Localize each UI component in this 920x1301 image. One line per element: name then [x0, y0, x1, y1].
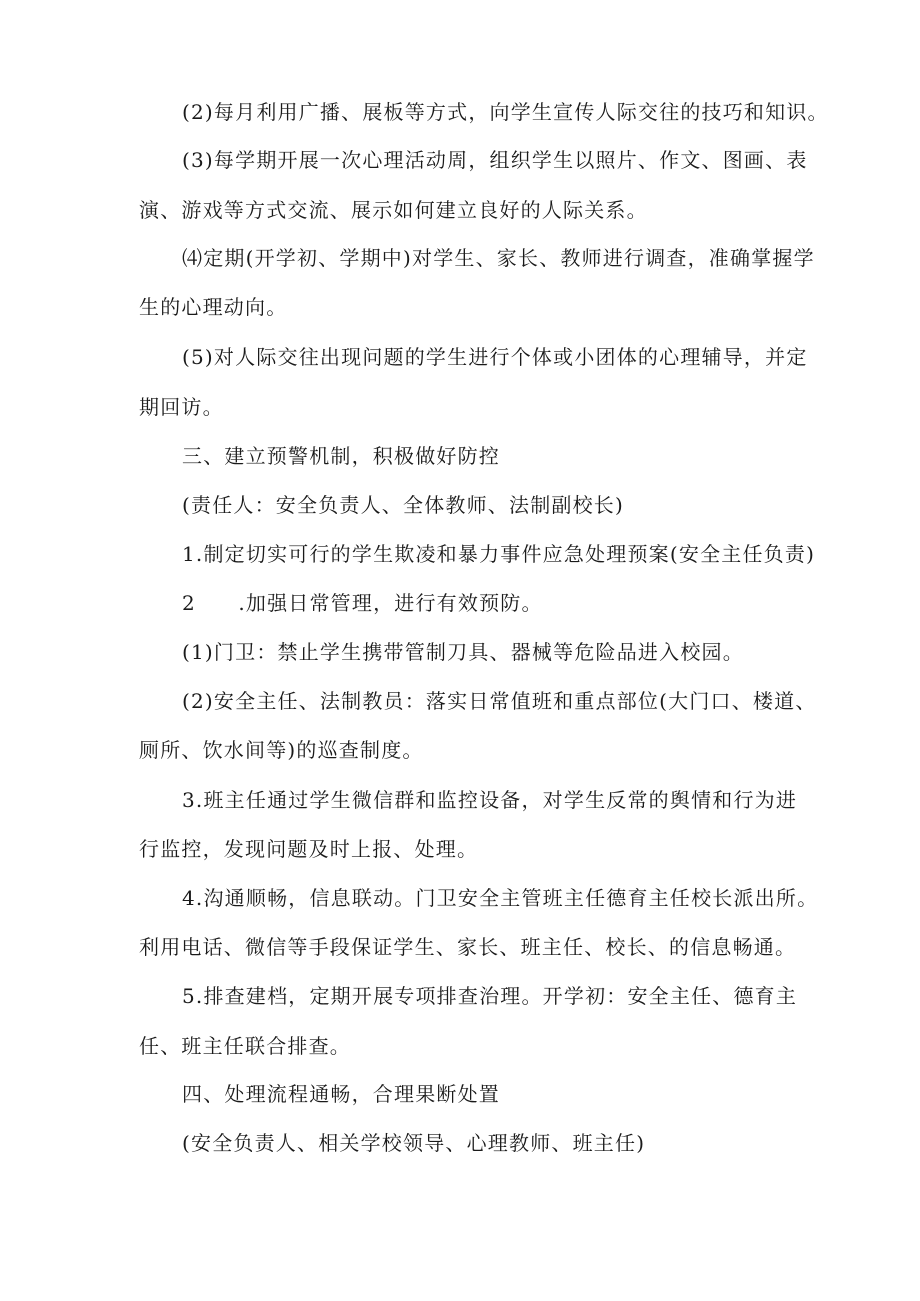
- text-line: 行监控，发现问题及时上报、处理。: [139, 837, 479, 861]
- text-line: (2)每月利用广播、展板等方式，向学生宣传人际交往的技巧和知识。: [182, 100, 829, 124]
- text-line: 4.沟通顺畅，信息联动。门卫安全主管班主任德育主任校长派出所。: [182, 886, 819, 910]
- text-line: 期回访。: [139, 395, 224, 419]
- text-line: (5)对人际交往出现问题的学生进行个体或小团体的心理辅导，并定: [182, 345, 808, 369]
- section-heading: 四、处理流程通畅，合理果断处置: [182, 1082, 500, 1106]
- responsible-persons: (责任人：安全负责人、全体教师、法制副校长): [182, 493, 625, 517]
- text-line: 生的心理动向。: [139, 295, 288, 319]
- text-line: 利用电话、微信等手段保证学生、家长、班主任、校长、的信息畅通。: [139, 935, 797, 959]
- text-line: (1)门卫：禁止学生携带管制刀具、器械等危险品进入校园。: [182, 640, 744, 664]
- text-line: 3.班主任通过学生微信群和监控设备，对学生反常的舆情和行为进: [182, 788, 798, 812]
- text-line: 任、班主任联合排查。: [139, 1034, 351, 1058]
- text-line: 演、游戏等方式交流、展示如何建立良好的人际关系。: [139, 198, 648, 222]
- text-line: 1.制定切实可行的学生欺凌和暴力事件应急处理预案(安全主任负责): [182, 542, 816, 566]
- text-line: ⑷定期(开学初、学期中)对学生、家长、教师进行调查，准确掌握学: [182, 246, 815, 270]
- section-heading: 三、建立预警机制，积极做好防控: [182, 444, 500, 468]
- text-line: 5.排查建档，定期开展专项排查治理。开学初：安全主任、德育主: [182, 984, 798, 1008]
- text-line: 2 .加强日常管理，进行有效预防。: [182, 591, 543, 615]
- text-line: (2)安全主任、法制教员：落实日常值班和重点部位(大门口、楼道、: [182, 689, 817, 713]
- text-line: (3)每学期开展一次心理活动周，组织学生以照片、作文、图画、表: [182, 148, 808, 172]
- responsible-persons: (安全负责人、相关学校领导、心理教师、班主任): [182, 1131, 646, 1155]
- text-line: 厕所、饮水间等)的巡查制度。: [139, 738, 424, 762]
